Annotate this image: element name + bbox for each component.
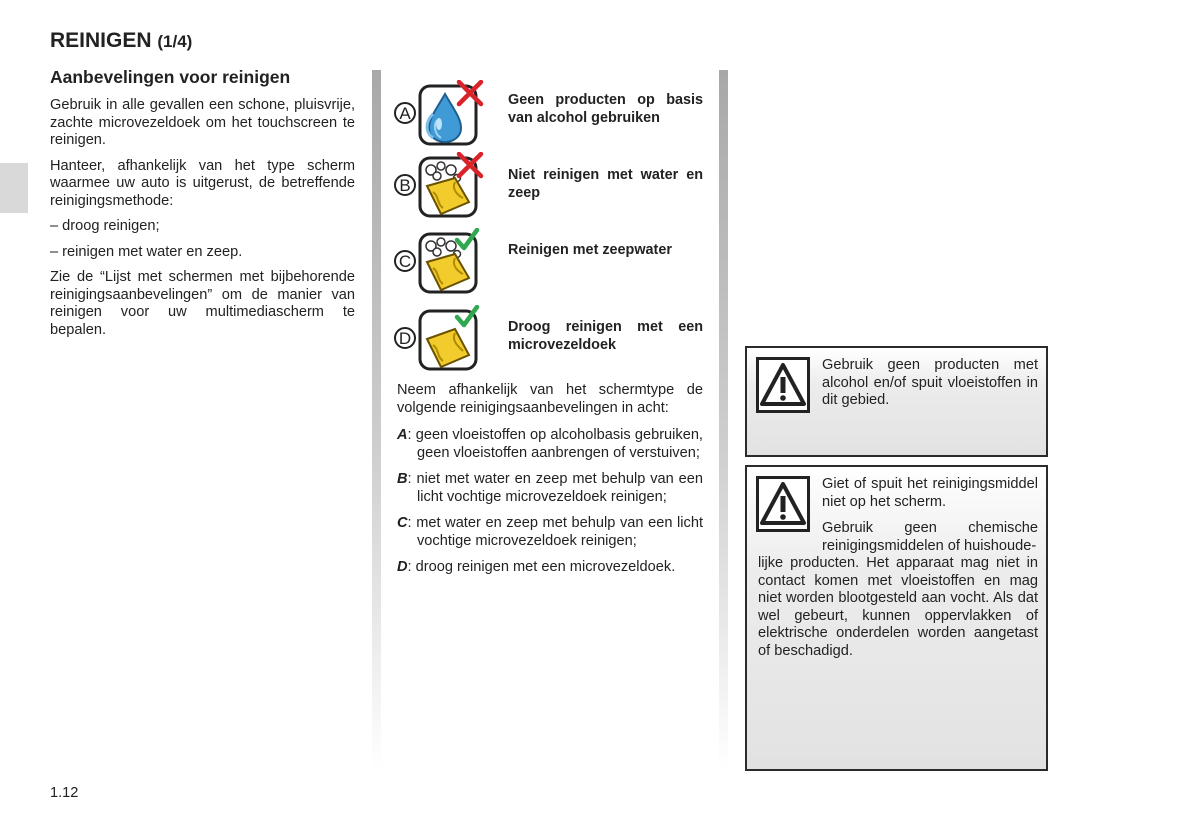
soapy-cloth-icon — [393, 152, 493, 220]
soapy-cloth-icon — [393, 228, 493, 296]
list-text-d: : droog reinigen met een microvezeldoek. — [407, 559, 676, 575]
list-text-a: : geen vloeistoffen op alcoholbasis gebruiken, geen vloeistoffen aanbrengen of verstuiven; — [407, 427, 703, 461]
list-item-d — [397, 559, 703, 577]
paragraph-intro: Neem afhankelijk van het schermtype de volgende reinigingsaanbevelingen in acht: — [397, 382, 703, 416]
icon-label-a: Geen producten op basis van alcohol gebruiken — [508, 92, 703, 126]
warning-text-pour: Giet of spuit het reinigingsmiddel niet op het scherm. — [822, 476, 1038, 510]
icon-letter-a: A — [399, 104, 411, 123]
title-main: REINIGEN — [50, 29, 152, 52]
icon-row-b — [393, 152, 713, 216]
list-text-c: : met water en zeep met behulp van een licht vochtige microvezeldoek reinigen; — [407, 515, 703, 549]
list-key-b: B — [397, 471, 408, 487]
warning-triangle-icon — [756, 476, 810, 532]
icon-label-d: Droog reinigen met een microvezeldoek — [508, 319, 703, 353]
paragraph-method: Hanteer, afhankelijk van het type scherm waarmee uw auto is uitgerust, de betreffende reinigingsmethode: — [50, 157, 355, 209]
list-key-a: A — [397, 427, 408, 443]
chapter-tab — [0, 163, 28, 213]
column-divider-left — [372, 70, 381, 770]
cloth-icon — [393, 305, 493, 373]
icon-letter-d: D — [398, 329, 412, 348]
icon-row-a — [393, 80, 713, 144]
section-heading: Aanbevelingen voor reinigen — [50, 67, 291, 87]
page-title — [50, 28, 192, 55]
middle-column — [397, 382, 703, 586]
list-text-b: : niet met water en zeep met behulp van een licht vochtige microvezeldoek reinigen; — [407, 471, 703, 505]
icon-label-b: Niet reinigen met water en zeep — [508, 167, 703, 201]
paragraph-microfiber: Gebruik in alle gevallen een schone, pluisvrije, zachte microvezeldoek om het touchscreen te reinigen. — [50, 97, 355, 148]
list-item-dry: – droog reinigen; — [50, 218, 160, 234]
icon-label-c: Reinigen met zeepwater — [508, 242, 672, 258]
column-divider-right — [719, 70, 728, 770]
list-item-a — [397, 427, 703, 462]
left-column — [50, 66, 355, 347]
icon-row-d — [393, 305, 713, 369]
icon-letter-b: B — [399, 176, 411, 195]
warning-box-alcohol — [745, 346, 1048, 457]
list-key-c: C — [397, 515, 408, 531]
warning-text-chemicals-start: Gebruik geen chemische reinigingsmiddelen of huishoude- — [822, 520, 1038, 554]
page-number: 1.12 — [50, 785, 79, 801]
warning-box-chemicals — [745, 465, 1048, 771]
list-key-d: D — [397, 559, 408, 575]
paragraph-reference: Zie de “Lijst met schermen met bijbehorende reinigingsaanbevelingen” om de manier van reinigen voor uw multimediascherm te bepalen. — [50, 269, 355, 338]
icon-row-c — [393, 228, 713, 292]
list-item-b — [397, 471, 703, 506]
list-item-soap: – reinigen met water en zeep. — [50, 243, 243, 260]
warning-text-chemicals-rest: lijke producten. Het apparaat mag niet in contact komen met vloeistoffen en mag niet worden blootgesteld aan vocht. Als dat wel gebeurt, kunnen oppervlakken of elektrische onderdelen worden aangetast of beschadigd. — [758, 555, 1038, 659]
droplet-icon — [393, 80, 493, 148]
list-item-c — [397, 515, 703, 550]
warning-triangle-icon — [756, 357, 810, 413]
icon-letter-c: C — [398, 252, 412, 271]
title-part: (1/4) — [157, 32, 193, 51]
warning-text-alcohol: Gebruik geen producten met alcohol en/of spuit vloeistoffen in dit gebied. — [822, 357, 1038, 408]
